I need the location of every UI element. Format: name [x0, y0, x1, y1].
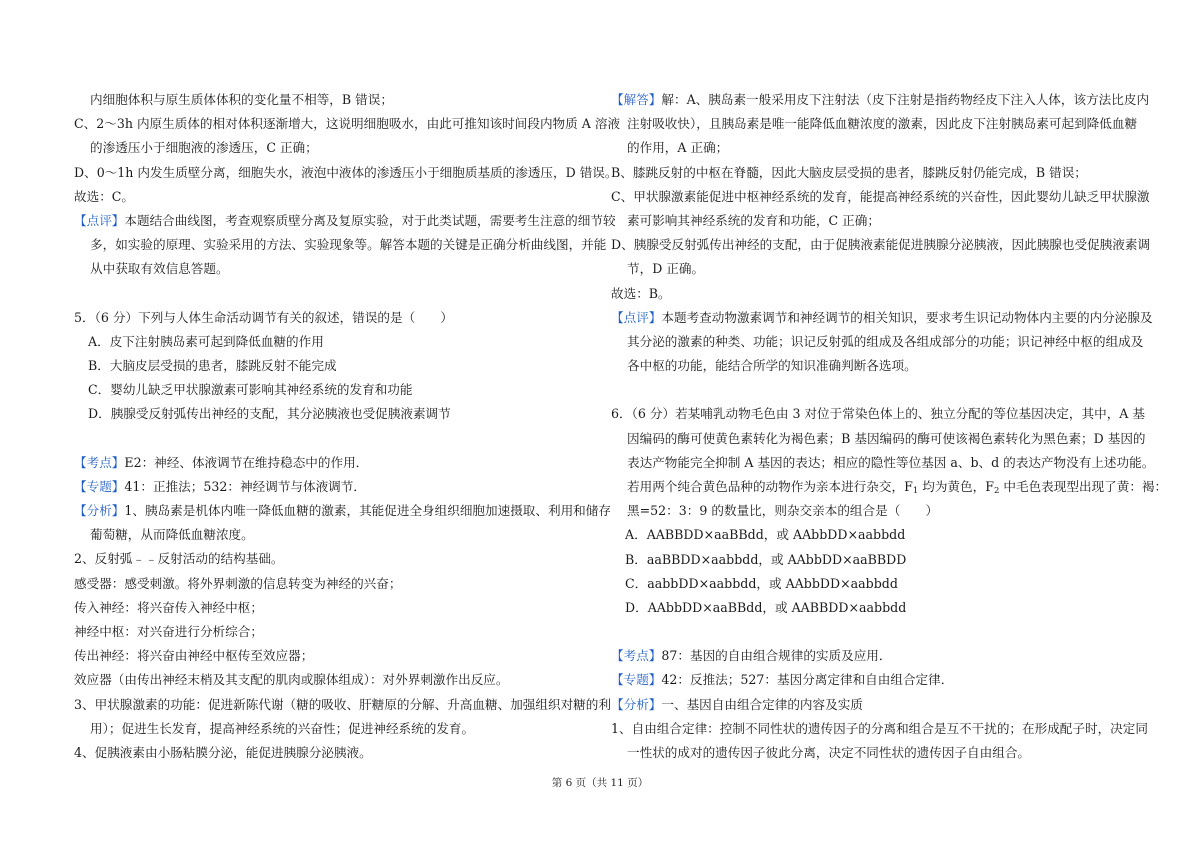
right-column — [611, 88, 1168, 765]
option-a: A．皮下注射胰岛素可起到降低血糖的作用 — [88, 333, 324, 349]
text-line: 3、甲状腺激素的功能：促进新陈代谢（糖的吸收、肝糖原的分解、升高血糖、加强组织对糖的利 — [74, 696, 611, 712]
knowledge-tag: 【考点】 — [611, 648, 662, 664]
topic-line — [611, 668, 1133, 692]
text-span: 均为黄色，F — [918, 479, 994, 495]
text-line: 效应器（由传出神经末梢及其支配的肌肉或腺体组成）：对外界刺激作出反应。 — [74, 672, 509, 688]
option-d: D．AAbbDD×aaBBdd，或 AABBDD×aabbdd — [625, 600, 907, 616]
text-line: 从中获取有效信息答题。 — [90, 261, 229, 277]
text-line: 其分泌的激素的种类、功能；识记反射弧的组成及各组成部分的功能；识记神经中枢的组成及 — [627, 334, 1144, 350]
comment-tag: 【点评】 — [74, 213, 125, 229]
analysis-text: 1、胰岛素是机体内唯一降低血糖的激素，其能促进全身组织细胞加速摄取、利用和储存 — [124, 503, 611, 519]
comment-text: 本题结合曲线图，考查观察质壁分离及复原实验，对于此类试题，需要考生注意的细节较 — [124, 213, 616, 229]
text-line — [611, 475, 1168, 499]
text-line: C、甲状腺激素能促进中枢神经系统的发育，能提高神经系统的兴奋性，因此婴幼儿缺乏甲状腺激 — [611, 188, 1150, 204]
question-stem: 5．（6 分）下列与人体生命活动调节有关的叙述，错误的是（ ） — [74, 309, 453, 325]
analysis-text: 一、基因自由组合定律的内容及实质 — [661, 696, 863, 712]
option-a: A．AABBDD×aaBBdd，或 AAbbDD×aabbdd — [625, 527, 906, 543]
text-line: 感受器：感受刺激。将外界刺激的信息转变为神经的兴奋； — [74, 575, 402, 591]
comment-line — [611, 306, 1153, 330]
analysis-tag: 【分析】 — [611, 696, 662, 712]
text-line: 神经中枢：对兴奋进行分析综合； — [74, 624, 263, 640]
knowledge-point — [611, 644, 1133, 668]
subscript: 2 — [993, 486, 1000, 497]
text-line: 黑=52：3：9 的数量比，则杂交亲本的组合是（ ） — [627, 503, 939, 519]
option-c: C．婴幼儿缺乏甲状腺激素可影响其神经系统的发育和功能 — [88, 382, 413, 398]
option-c: C．aabbDD×aabbdd，或 AAbbDD×aabbdd — [625, 575, 898, 591]
answer-text: 解：A、胰岛素一般采用皮下注射法（皮下注射是指药物经皮下注入人体，该方法比皮内 — [661, 92, 1150, 107]
answer-tag: 【解答】 — [611, 92, 662, 107]
text-line: 葡萄糖，从而降低血糖浓度。 — [90, 527, 254, 543]
text-line: D、胰腺受反射弧传出神经的支配，由于促胰液素能促进胰腺分泌胰液，因此胰腺也受促胰液素调 — [611, 237, 1151, 253]
text-line: B、膝跳反射的中枢在脊髓，因此大脑皮层受损的患者，膝跳反射仍能完成，B 错误； — [611, 164, 1087, 180]
question-stem: 6．（6 分）若某哺乳动物毛色由 3 对位于常染色体上的、独立分配的等位基因决定，其中，A 基 — [611, 406, 1146, 422]
topic-line — [74, 475, 604, 499]
text-line: 各中枢的功能，能结合所学的知识准确判断各选项。 — [627, 358, 917, 374]
knowledge-text: 87：基因的自由组合规律的实质及应用． — [661, 648, 892, 664]
answer-line — [611, 88, 1150, 112]
text-line: 故选：B。 — [611, 285, 671, 301]
text-line: D、0～1h 内发生质壁分离，细胞失水，液泡中液体的渗透压小于细胞质基质的渗透压，D 错误。 — [74, 164, 618, 180]
comment-line — [74, 209, 616, 233]
topic-text: 42：反推法；527：基因分离定律和自由组合定律． — [661, 672, 954, 688]
text-line: 的作用，A 正确； — [627, 140, 729, 156]
topic-tag: 【专题】 — [611, 672, 662, 688]
knowledge-tag: 【考点】 — [74, 454, 125, 470]
text-line: 注射吸收快），且胰岛素是唯一能降低血糖浓度的激素，因此皮下注射胰岛素可起到降低血糖 — [627, 116, 1138, 132]
text-line: 一性状的成对的遗传因子彼此分离，决定不同性状的遗传因子自由组合。 — [627, 745, 1030, 761]
topic-tag: 【专题】 — [74, 478, 125, 494]
left-column — [74, 88, 621, 765]
option-b: B．大脑皮层受损的患者，膝跳反射不能完成 — [88, 358, 337, 374]
text-line: 节，D 正确。 — [627, 261, 705, 277]
text-line: 多，如实验的原理、实验采用的方法、实验现象等。解答本题的关键是正确分析曲线图，并能 — [90, 237, 607, 253]
comment-text: 本题考查动物激素调节和神经调节的相关知识，要求考生识记动物体内主要的内分泌腺及 — [661, 309, 1153, 325]
text-line: 故选：C。 — [74, 188, 135, 204]
text-span: 中毛色表现型出现了黄：褐： — [999, 479, 1168, 495]
text-line: 用）；促进生长发育，提高神经系统的兴奋性；促进神经系统的发育。 — [90, 720, 475, 736]
comment-tag: 【点评】 — [611, 309, 662, 325]
option-b: B．aaBBDD×aabbdd，或 AAbbDD×aaBBDD — [625, 551, 907, 567]
analysis-line — [611, 693, 1133, 717]
text-line: 的渗透压小于细胞液的渗透压，C 正确； — [90, 140, 318, 156]
text-line: 传出神经：将兴奋由神经中枢传至效应器； — [74, 648, 314, 664]
text-line: 4、促胰液素由小肠粘膜分泌，能促进胰腺分泌胰液。 — [74, 745, 372, 761]
text-line: 传入神经：将兴奋传入神经中枢； — [74, 599, 263, 615]
page-footer: 第 6 页（共 11 页） — [551, 777, 649, 789]
knowledge-text: E2：神经、体液调节在维持稳态中的作用． — [124, 454, 369, 470]
text-line: 表达产物能完全抑制 A 基因的表达；相应的隐性等位基因 a、b、d 的表达产物没有上述功能。 — [627, 454, 1155, 470]
text-line: 内细胞体积与原生质体体积的变化量不相等，B 错误； — [90, 92, 393, 107]
option-d: D．胰腺受反射弧传出神经的支配，其分泌胰液也受促胰液素调节 — [88, 406, 451, 422]
analysis-line — [74, 499, 611, 523]
text-line: 2、反射弧﹣﹣反射活动的结构基础。 — [74, 551, 284, 567]
text-line: C、2～3h 内原生质体的相对体积逐渐增大，这说明细胞吸水，由此可推知该时间段内物质 A 溶液 — [74, 116, 621, 132]
text-line: 素可影响其神经系统的发育和功能，C 正确； — [627, 213, 880, 229]
text-line: 1、自由组合定律：控制不同性状的遗传因子的分离和组合是互不干扰的；在形成配子时，决定同 — [611, 720, 1148, 736]
analysis-tag: 【分析】 — [74, 503, 125, 519]
text-span: 若用两个纯合黄色品种的动物作为亲本进行杂交，F — [627, 479, 913, 495]
text-line: 因编码的酶可使黄色素转化为褐色素；B 基因编码的酶可使该褐色素转化为黑色素；D 基因的 — [627, 430, 1146, 446]
knowledge-point — [74, 451, 604, 475]
subscript: 1 — [912, 486, 919, 497]
topic-text: 41：正推法；532：神经调节与体液调节． — [124, 478, 366, 494]
